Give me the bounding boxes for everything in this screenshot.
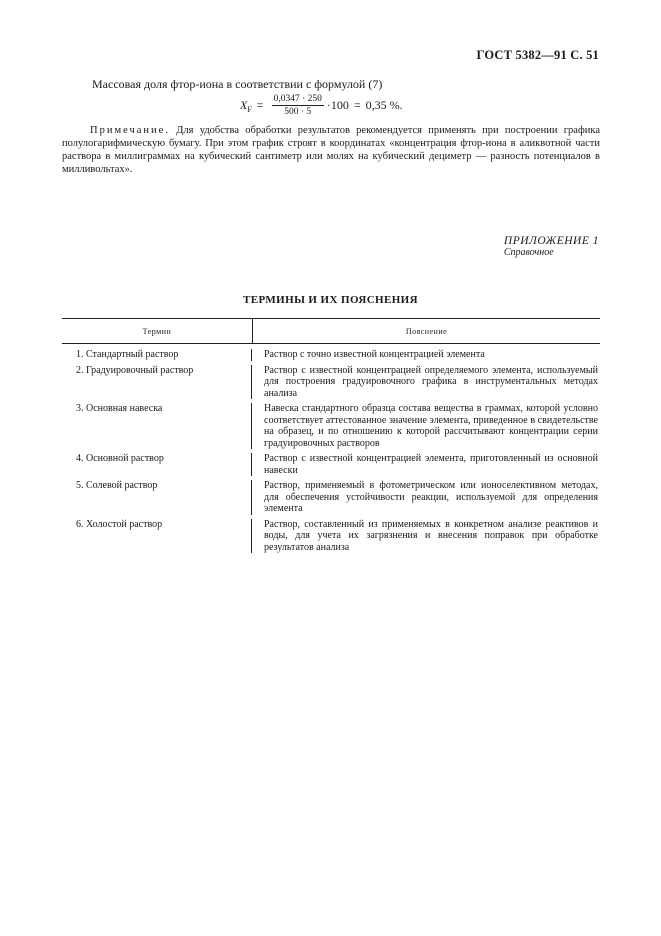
note-paragraph bbox=[62, 124, 600, 176]
formula-numerator: 0,0347 · 250 bbox=[273, 94, 322, 104]
header-term: Термин bbox=[62, 319, 253, 343]
header-explanation: Пояснение bbox=[405, 326, 448, 336]
formula bbox=[240, 94, 403, 117]
table-row bbox=[62, 476, 600, 515]
term-cell: 1. Стандартный раствор bbox=[62, 349, 252, 361]
formula-fraction bbox=[272, 94, 324, 117]
formula-multiplier: ·100 bbox=[326, 98, 349, 112]
term-cell: 5. Солевой раствор bbox=[62, 480, 252, 515]
appendix-title: ПРИЛОЖЕНИЕ 1 bbox=[503, 235, 599, 247]
table-row bbox=[62, 344, 600, 361]
formula-denominator: 500 · 5 bbox=[284, 107, 312, 117]
explanation-cell: Раствор с известной концентрацией определяемого элемента, используемый для построения градуировочного графика в инструментальных методах анализа bbox=[264, 364, 598, 399]
formula-result: 0,35 %. bbox=[365, 98, 403, 112]
note-lead: Примечание. bbox=[90, 125, 170, 136]
explanation-cell: Навеска стандартного образца состава вещества в граммах, которой условно соответствует аттестованное значение элемента, приведенное в свидетельстве на образец, и по отношению к которой рассчитывают концентрации серии градуировочных растворов bbox=[264, 403, 598, 449]
terms-table bbox=[62, 318, 600, 557]
formula-equals-2: = bbox=[353, 98, 361, 112]
term-cell: 2. Градуировочный раствор bbox=[62, 365, 252, 400]
explanation-cell: Раствор с известной концентрацией элемента, приготовленный из основной навески bbox=[264, 453, 598, 476]
explanation-cell: Раствор, применяемый в фотометрическом или ионоселективном методах, для обеспечения устойчивости реакции, используемой для определения элемента bbox=[264, 480, 598, 514]
table-header bbox=[62, 319, 600, 344]
section-title: ТЕРМИНЫ И ИХ ПОЯСНЕНИЯ bbox=[243, 294, 418, 306]
table-row bbox=[62, 515, 600, 558]
formula-equals: = bbox=[256, 98, 264, 112]
appendix-label bbox=[504, 235, 599, 259]
intro-text: Массовая доля фтор-иона в соответствии с формулой (7) bbox=[92, 77, 383, 91]
term-cell: 4. Основной раствор bbox=[62, 453, 252, 476]
explanation-cell: Раствор, составленный из применяемых в конкретном анализе реактивов и воды, для учета их загрязнения и внесения поправок при обработке результатов анализа bbox=[264, 518, 598, 553]
formula-var-letter: X bbox=[240, 97, 248, 112]
appendix-subtitle: Справочное bbox=[503, 247, 554, 258]
page-header: ГОСТ 5382—91 С. 51 bbox=[476, 48, 599, 62]
table-row bbox=[62, 449, 600, 476]
term-cell: 3. Основная навеска bbox=[62, 403, 252, 449]
table-row bbox=[62, 399, 600, 449]
formula-variable bbox=[240, 98, 252, 114]
explanation-cell: Раствор с точно известной концентрацией элемента bbox=[264, 349, 485, 360]
term-cell: 6. Холостой раствор bbox=[62, 519, 252, 554]
note-text: Для удобства обработки результатов рекомендуется применять при построении графика полулогарифмическую бумагу. При этом график строят в координатах «концентрация фтор-иона в аликвотной части раствора в миллиграммах на кубический сантиметр или молях на кубический дециметр — разность потенциалов в милливольтах». bbox=[62, 125, 600, 175]
formula-var-subscript: F bbox=[247, 104, 252, 114]
table-row bbox=[62, 361, 600, 400]
